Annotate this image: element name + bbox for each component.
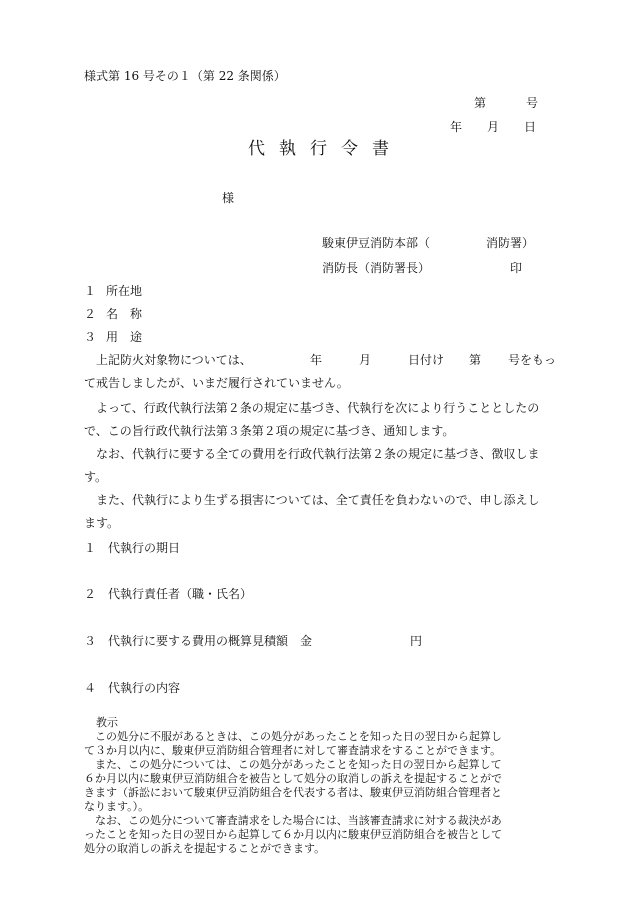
paragraph-2-line-1: よって、行政代執行法第２条の規定に基づき、代執行を次により行うこととしたの (96, 401, 540, 415)
item-responsible-person: 代執行責任者（職・氏名） (108, 587, 253, 601)
paragraph-3-line-2: す。 (84, 470, 108, 484)
paragraph-1-number-prefix: 第 (469, 353, 482, 367)
item-execution-content: 代執行の内容 (108, 681, 181, 695)
paragraph-4-line-2: ます。 (84, 516, 120, 530)
item-num: ４ (84, 681, 97, 695)
item-estimated-cost: 代執行に要する費用の概算見積額 金 (108, 634, 313, 648)
notice-line: ったことを知った日の翌日から起算して６か月以内に駿東伊豆消防組合を被告として (84, 828, 502, 841)
property-item-name: 名 称 (106, 307, 143, 321)
property-item-num: ２ (84, 307, 97, 321)
document-title: 代執行令書 (248, 139, 403, 159)
notice-line: 処分の取消しの訴えを提起することができます。 (84, 842, 326, 855)
date-day-label: 日 (524, 120, 537, 134)
notice-line: この処分に不服があるときは、この処分があったことを知った日の翌日から起算し (84, 730, 502, 743)
item-num: ３ (84, 634, 97, 648)
notice-line: なお、この処分について審査請求をした場合には、当該審査請求に対する裁決があ (84, 814, 502, 827)
notice-heading: 教示 (96, 716, 118, 729)
item-cost-unit: 円 (410, 634, 423, 648)
document-number-prefix: 第 (474, 96, 487, 110)
property-item-num: ３ (84, 330, 97, 344)
date-year-label: 年 (450, 120, 463, 134)
notice-line: ６か月以内に駿東伊豆消防組合を被告として処分の取消しの訴えを提起することがで (84, 772, 502, 785)
paragraph-1-year: 年 (310, 353, 323, 367)
date-month-label: 月 (487, 120, 500, 134)
sender-organization-suffix: 消防署） (486, 236, 535, 250)
form-number-label: 様式第 16 号その１（第 22 条関係） (84, 69, 286, 83)
sender-organization-prefix: 駿東伊豆消防本部（ (322, 236, 431, 250)
document-number-suffix: 号 (526, 96, 539, 110)
paragraph-1-date: 日付け (408, 353, 445, 367)
paragraph-1-line-2: て戒告しましたが、いまだ履行されていません。 (84, 376, 349, 390)
paragraph-3-line-1: なお、代執行に要する全ての費用を行政代執行法第２条の規定に基づき、徴収しま (96, 447, 540, 461)
item-execution-date: 代執行の期日 (108, 541, 181, 555)
paragraph-1-tail: 号をもっ (508, 353, 557, 367)
notice-line: きます（訴訟において駿東伊豆消防組合を代表する者は、駿東伊豆消防組合管理者と (84, 786, 502, 799)
paragraph-1-month: 月 (359, 353, 372, 367)
notice-line: なります。）。 (84, 800, 150, 813)
paragraph-2-line-2: で、この旨行政代執行法第３条第２項の規定に基づき、通知します。 (84, 424, 455, 438)
seal-mark: 印 (510, 261, 523, 275)
item-num: １ (84, 541, 97, 555)
notice-line: て３か月以内に、駿東伊豆消防組合管理者に対して審査請求をすることができます。 (84, 744, 502, 757)
paragraph-1-intro: 上記防火対象物については、 (96, 353, 252, 367)
addressee-honorific: 様 (222, 191, 235, 205)
property-item-location: 所在地 (106, 284, 143, 298)
item-num: ２ (84, 587, 97, 601)
paragraph-4-line-1: また、代執行により生ずる損害については、全て責任を負わないので、申し添えし (96, 493, 540, 507)
sender-chief-title: 消防長（消防署長） (322, 261, 431, 275)
notice-line: また、この処分については、この処分があったことを知った日の翌日から起算して (84, 758, 502, 771)
property-item-num: １ (84, 284, 97, 298)
property-item-use: 用 途 (106, 330, 143, 344)
